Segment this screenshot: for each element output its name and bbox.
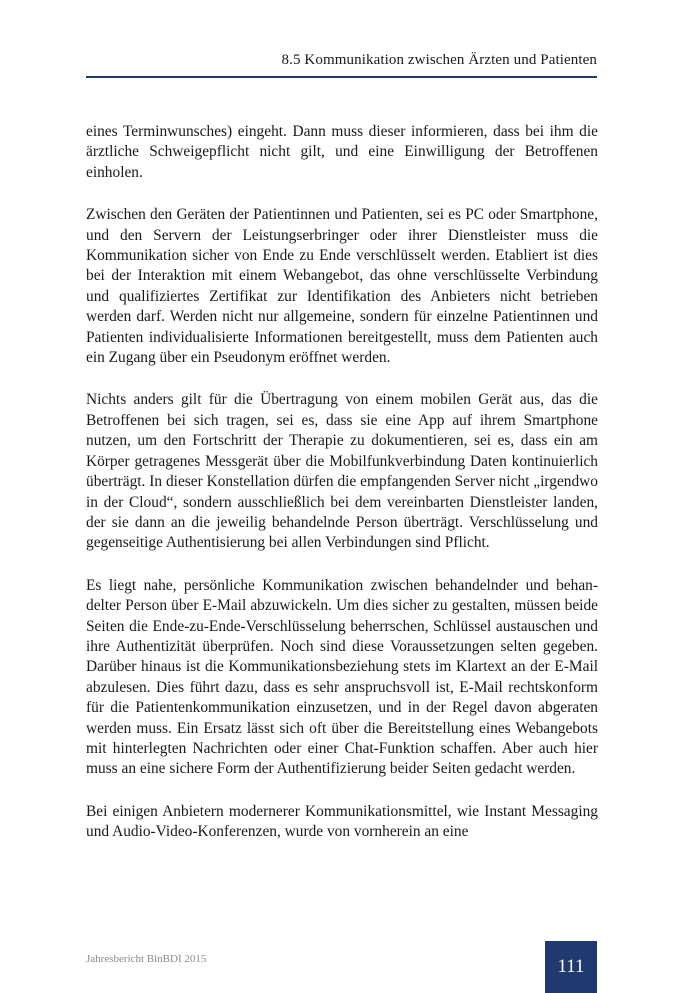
paragraph: eines Terminwunsches) eingeht. Dann muss dieser informieren, dass bei ihm die ärztliche Schweigepflicht nicht gilt, und eine Einwilligung der Betroffenen einholen. [86, 123, 598, 181]
page-body [86, 122, 598, 865]
paragraph: Es liegt nahe, persönliche Kommunikation zwischen behandelnder und behandelter Person über E-Mail abzuwickeln. Um dies sicher zu gestalten, müssen beide Seiten die Ende-zu-Ende-Verschlüsselung beherrschen, Schlüssel austauschen und ihre Authentizität überprüfen. Noch sind diese Voraussetzungen selten gegeben. Darüber hinaus ist die Kommunikationsbeziehung stets im Klartext an der E-Mail abzulesen. Dies führt dazu, dass es sehr anspruchsvoll ist, E-Mail rechtskonform für die Patientenkommunikation einzusetzen, und in der Regel davon abgeraten werden muss. Ein Ersatz lässt sich oft über die Bereitstellung eines Webangebots mit hinterlegten Nachrichten oder einer Chat-Funktion schaffen. Aber auch hier muss an eine sichere Form der Authentifizierung beider Seiten gedacht werden. [86, 576, 598, 778]
paragraph: Bei einigen Anbietern modernerer Kommunikationsmittel, wie Instant Messaging und Audio-Video-Konferenzen, wurde von vornherein an eine [86, 802, 598, 841]
header-rule [86, 76, 597, 78]
paragraph: Nichts anders gilt für die Übertragung von einem mobilen Gerät aus, das die Betroffenen bei sich tragen, sei es, dass sie eine App auf ihrem Smartphone nutzen, um den Fortschritt der Therapie zu dokumentieren, sei es, dass ein am Körper getragenes Messgerät über die Mobilfunkverbindung Daten kontinuierlich überträgt. In dieser Konstellation dürfen die empfangenden Server nicht „irgendwo in der Cloud“, sondern ausschließlich bei dem vereinbarten Dienstleister landen, der sie dann an die jeweilig behandelnde Person überträgt. Verschlüsselung und gegenseitige Authentisierung bei allen Verbindungen sind Pflicht. [86, 391, 598, 552]
page-number: 111 [545, 941, 597, 993]
running-head-title: 8.5 Kommunikation zwischen Ärzten und Patienten [281, 52, 597, 68]
paragraph: Zwischen den Geräten der Patientinnen und Patienten, sei es PC oder Smartphone, und den Servern der Leistungserbringer oder ihrer Dienstleister muss die Kommunikation sicher von Ende zu Ende verschlüsselt werden. Etabliert ist dies bei der Interaktion mit einem Webangebot, das ohne verschlüsselte Verbindung und qualifiziertes Zertifikat zur Identifikation des Anbieters nicht betrieben werden darf. Werden nicht nur allgemeine, sondern für einzelne Patientinnen und Patienten individualisierte Informationen bereitgestellt, muss dem Patienten auch ein Zugang über ein Pseudonym eröffnet werden. [86, 206, 598, 367]
footer-report-label: Jahresbericht BlnBDI 2015 [86, 953, 207, 965]
